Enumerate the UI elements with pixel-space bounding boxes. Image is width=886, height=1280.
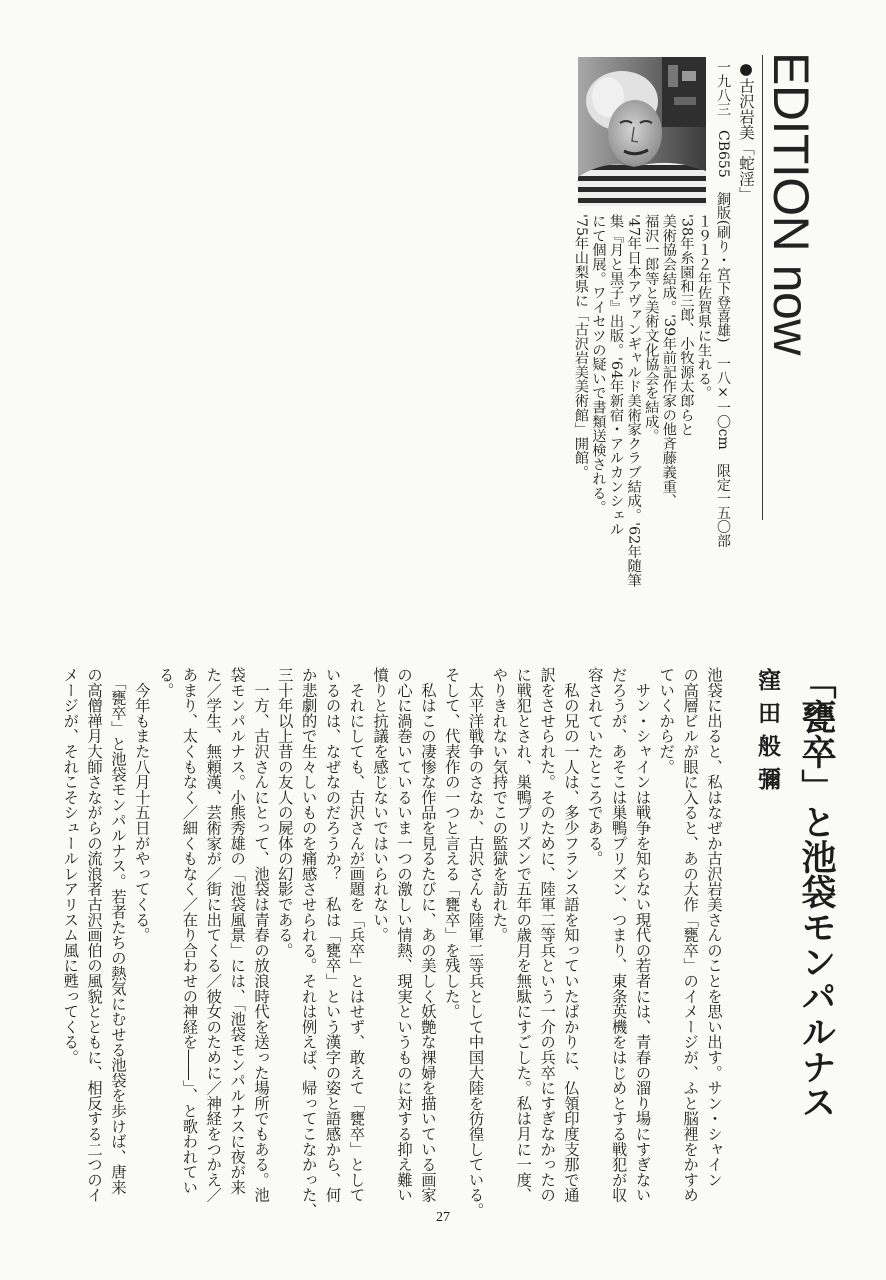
body-line: の高僧禅月大師さながらの流浪者古沢画伯の風貌とともに、相反する二つのイ [85,667,104,1203]
body-line: だろうが、あそこは巣鴨プリズン、つまり、東条英機をはじめとする戦犯が収 [609,667,628,1203]
body-line: 一方、古沢さんにとって、池袋は青春の放浪時代を送った場所でもある。池 [251,667,270,1203]
body-line: 今年もまた八月十五日がやってくる。 [132,667,151,943]
body-line: やりきれない気持でこの監獄を訪れた。 [490,667,509,943]
body-line: の心に渦巻いているいま一つの激しい情熱、現実というものに対する抑え難い [395,667,414,1203]
body-line: の高層ビルが眼に入ると、あの大作「甕卒」のイメージが、ふと脳裡をかすめ [681,667,700,1203]
series-title: EDITION now [763,52,819,355]
article-body [57,667,725,1227]
body-line: 袋モンパルナス。小熊秀雄の「池袋風景」には、「池袋モンパルナスに夜が来 [228,667,247,1195]
bio-line: 集『月と黒子』出版。'64年新宿・アルカンシェル [608,214,625,537]
artwork-caption-details: 一九八三 CB655 銅版(刷り・宮下登喜雄) 一八×一〇cm 限定一五〇部 [715,60,731,548]
bio-line: 福沢一郎等と美術文化協会を結成。 [643,214,660,443]
body-line: サン・シャインは戦争を知らない現代の若者には、青春の溜り場にすぎない [633,667,652,1203]
artist-biography [571,214,712,634]
body-line: 私の兄の一人は、多少フランス語を知っていたばかりに、仏領印度支那で通 [561,667,580,1203]
body-line: そして、代表作の一つと言える「甕卒」を残した。 [442,667,461,1019]
body-line: 「甕卒」と池袋モンパルナス。若者たちの熱気にむせる池袋を歩けば、唐来 [108,667,127,1195]
body-line: に戦犯とされ、巣鴨プリズンで五年の歳月を無駄にすごした。私は月に一度、 [514,667,533,1203]
body-line: あまり、太くもなく／細くもなく／在り合わせの神経を――」、と歌われてい [180,667,199,1195]
body-line: メージが、それこそシュールレアリスム風に甦ってくる。 [61,667,80,1065]
body-line: ていくからだ。 [657,667,676,775]
bio-line: １９１２年佐賀県に生れる。 [696,214,712,400]
body-line: 容されていたところである。 [585,667,604,866]
body-line: いるのは、なぜなのだろうか？ 私は「甕卒」という漢字の姿と語感から、何 [323,667,342,1203]
body-line: 池袋に出ると、私はなぜか古沢岩美さんのことを思い出す。サン・シャイン [705,667,723,1188]
page-number: 27 [436,1210,450,1225]
body-line: 私はこの凄惨な作品を見るたびに、あの美しく妖艶な裸婦を描いている画家 [418,667,437,1203]
body-line: る。 [156,667,175,698]
bio-line: 美術協会結成。'39年前記作家の他斉藤義重、 [660,214,677,508]
body-line: 三十年以上昔の友人の屍体の幻影である。 [275,667,294,958]
divider-line [762,55,763,520]
bio-line: '38年糸園和三郎、小牧源太郎らと [678,214,695,437]
body-line: 訳をさせられた。そのために、陸軍二等兵という一介の兵卒にすぎなかったの [538,667,557,1203]
body-line: 太平洋戦争のさなか、古沢さんも陸軍二等兵として中国大陸を彷徨している。 [466,667,485,1218]
bio-line: '47年日本アヴァンギャルド美術家クラブ結成。'62年随筆 [625,214,642,588]
body-line: か悲劇的で生々しいものを痛感させられる。それは例えば、帰ってこなかった、 [299,667,318,1218]
bio-line: にて個展。ワイセツの疑いで書類送検される。 [590,214,607,515]
artist-portrait-photo [578,57,706,206]
article-title: 「甕卒」と池袋モンパルナス [796,664,837,1119]
article-author: 窪田般彌 [754,668,781,800]
bio-line: '75年山梨県に「古沢岩美美術館」開館。 [572,214,589,480]
body-line: た／学生、無頼漢、芸術家が／街に出てくる／彼女のために／神経をつかえ／ [204,667,223,1203]
artwork-caption-title: ●古沢岩美「蛇淫」 [737,60,755,202]
body-line: 憤りと抗議を感じないではいられない。 [371,667,390,943]
body-line: それにしても、古沢さんが画題を「兵卒」とはせず、敢えて「甕卒」として [347,667,366,1203]
